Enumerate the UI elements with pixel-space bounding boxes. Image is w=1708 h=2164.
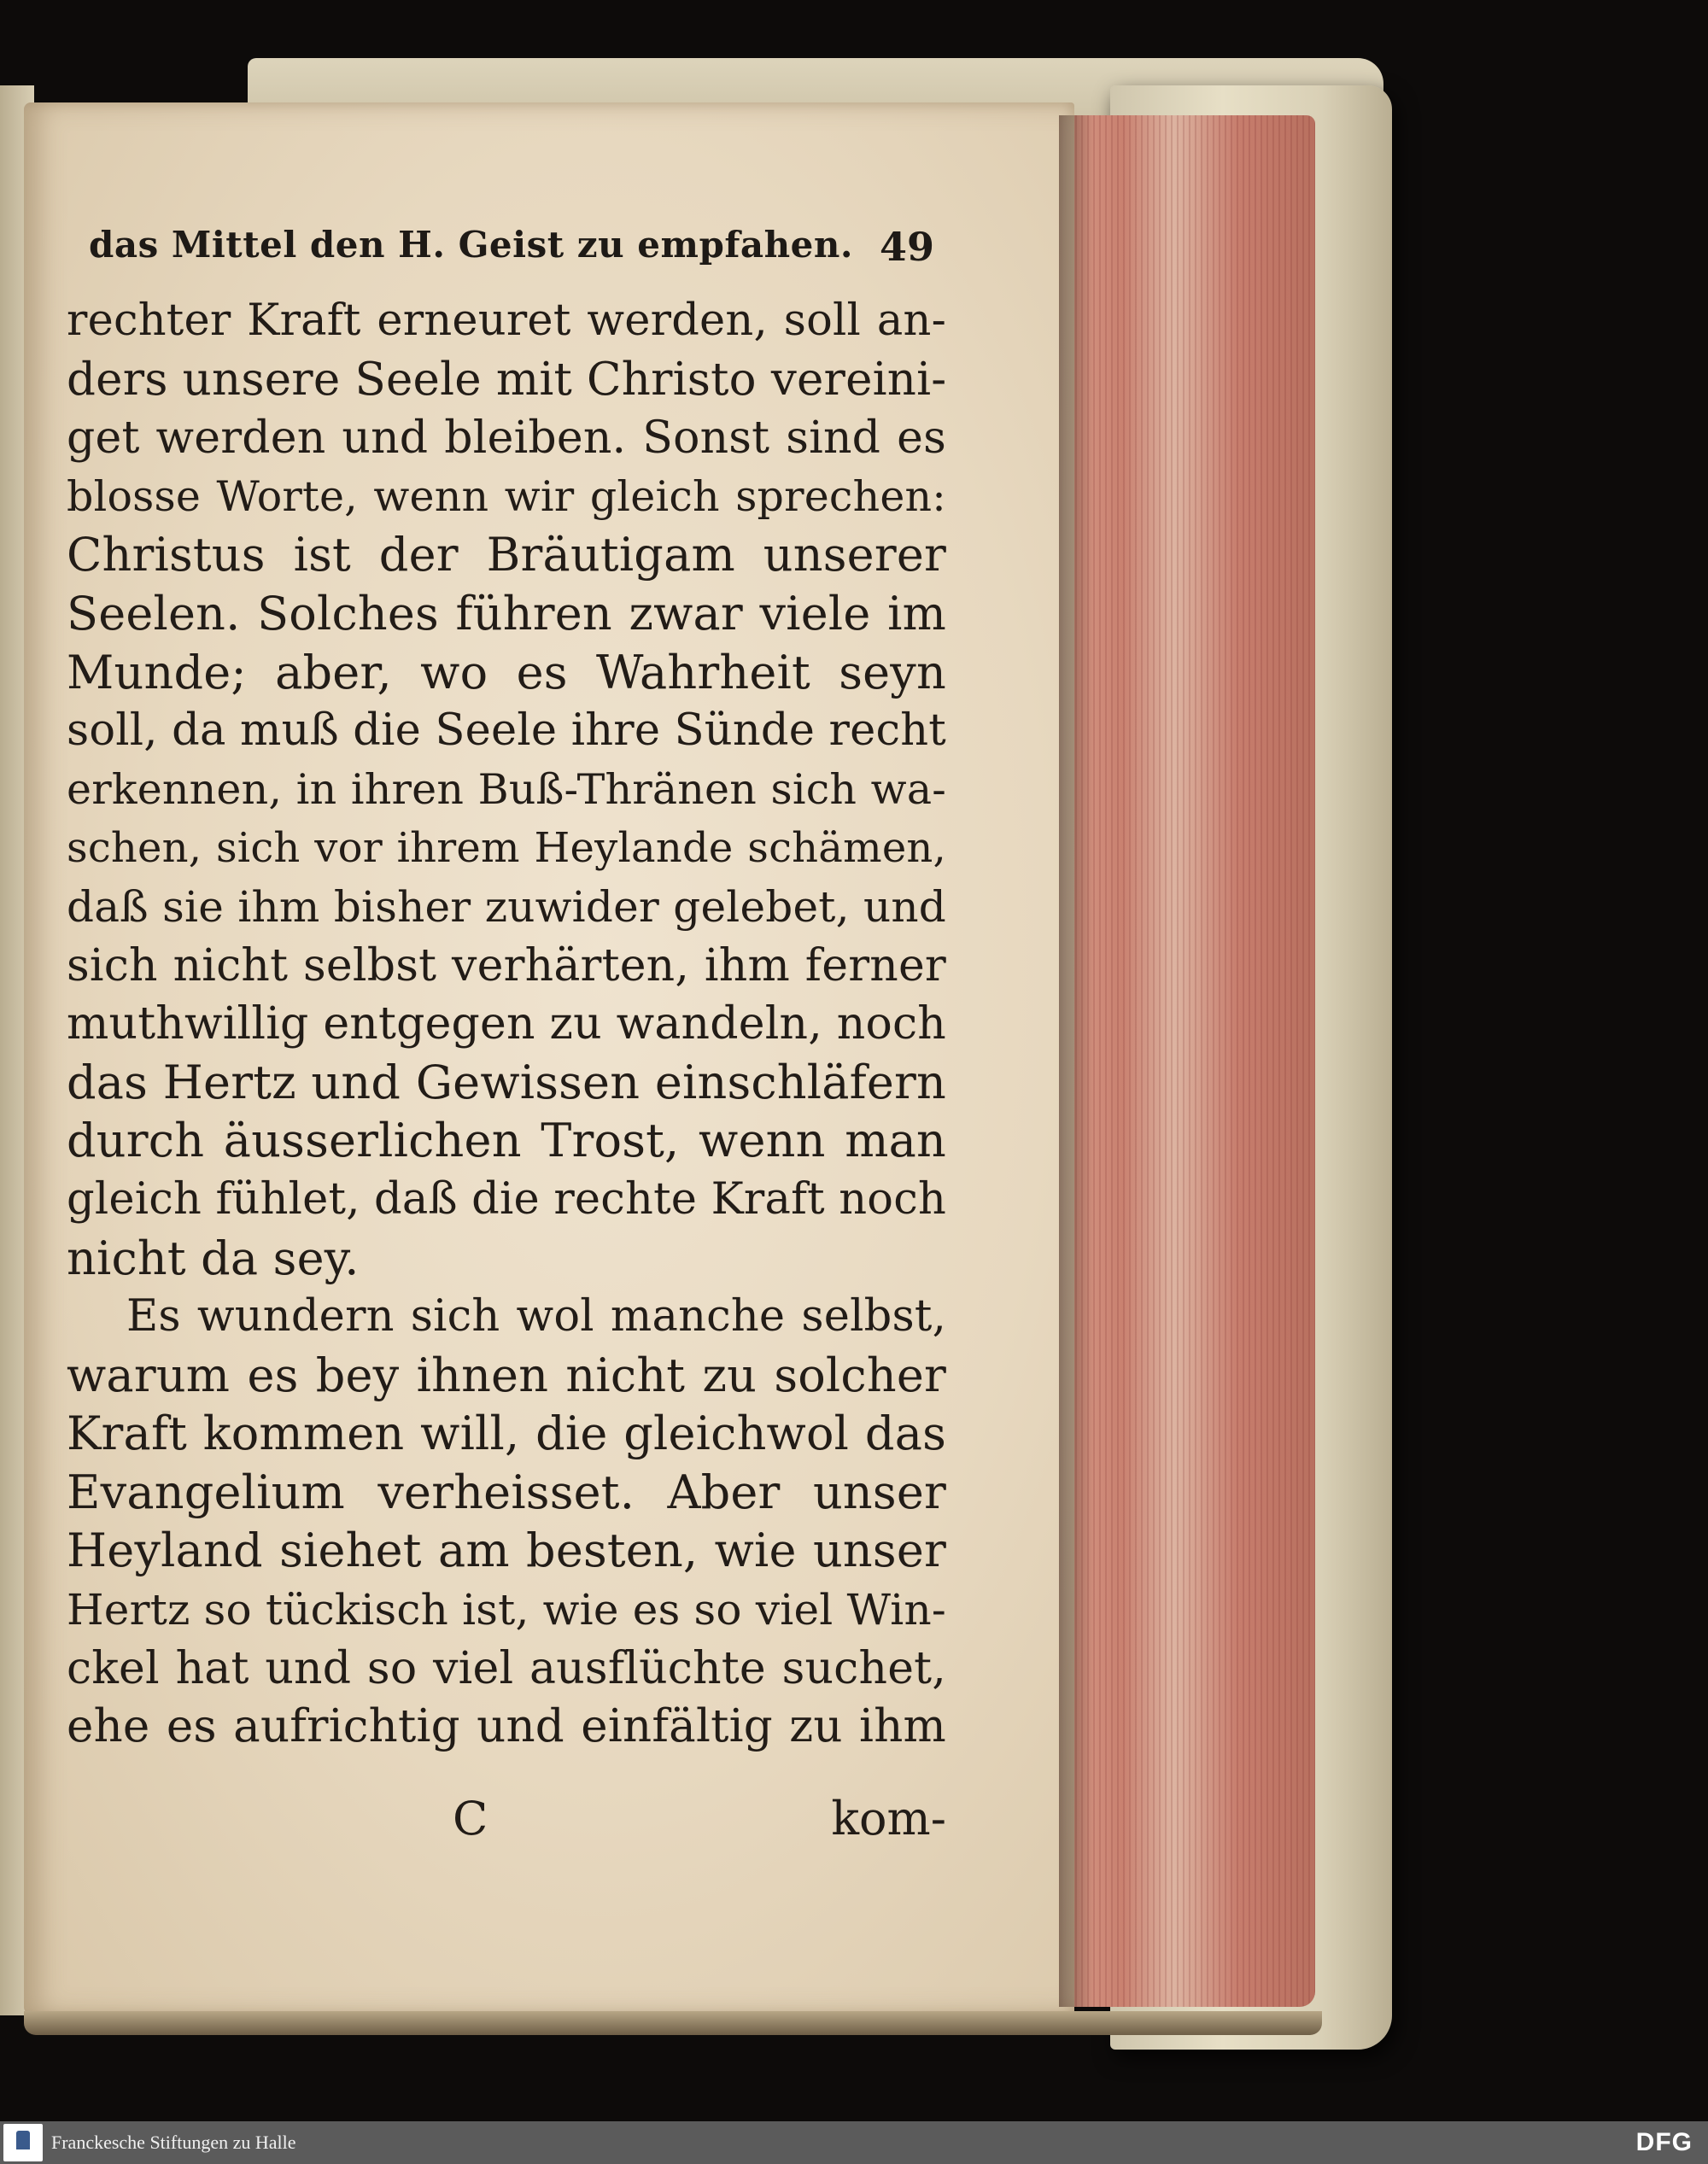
text-line: daß sie ihm bisher zuwider gelebet, und: [67, 881, 946, 932]
text-line: gleich fühlet, daß die rechte Kraft noch: [67, 1173, 947, 1225]
dfg-logo: DFG: [1635, 2128, 1693, 2156]
text-line-paragraph-start: Es wundern sich wol manche selbst,: [126, 1291, 946, 1342]
text-line: Kraft kommen will, die gleichwol das: [67, 1407, 946, 1461]
footer-bar: [0, 2121, 1708, 2164]
text-line: Heyland siehet am besten, wie unser: [67, 1524, 946, 1578]
text-line: warum es bey ihnen nicht zu solcher: [67, 1348, 946, 1402]
text-line: sich nicht selbst verhärten, ihm ferner: [67, 939, 946, 991]
catchword: kom-: [831, 1792, 946, 1845]
text-line: get werden und bleiben. Sonst sind es: [67, 412, 946, 465]
catchline: [67, 1792, 946, 1851]
text-line: ckel hat und so viel ausflüchte suchet,: [67, 1642, 946, 1694]
text-line: das Hertz und Gewissen einschläfern: [67, 1055, 946, 1109]
text-line: rechter Kraft erneuret werden, soll an-: [67, 295, 946, 346]
text-line: Evangelium verheisset. Aber unser: [67, 1465, 946, 1519]
text-line-paragraph-end: nicht da sey.: [67, 1231, 360, 1285]
gutter-shadow: [1059, 115, 1093, 2007]
text-line: soll, da muß die Seele ihre Sünde recht: [67, 705, 946, 757]
red-sprinkled-fore-edge: [1059, 115, 1315, 2007]
running-head: [89, 224, 934, 284]
signature-mark: C: [453, 1792, 488, 1845]
institution-logo-icon: [3, 2124, 43, 2161]
text-line: Munde; aber, wo es Wahrheit seyn: [67, 645, 946, 699]
text-line: erkennen, in ihren Buß-Thränen sich wa-: [67, 764, 946, 814]
text-line: Seelen. Solches führen zwar viele im: [67, 586, 946, 640]
text-line: schen, sich vor ihrem Heylande schämen,: [67, 824, 946, 873]
text-line: ehe es aufrichtig und einfältig zu ihm: [67, 1700, 946, 1753]
page-bottom-edge: [24, 2011, 1322, 2035]
body-text: [67, 292, 946, 1757]
text-line: ders unsere Seele mit Christo vereini-: [67, 353, 947, 406]
text-line: muthwillig entgegen zu wandeln, noch: [67, 998, 946, 1050]
running-head-title: das Mittel den H. Geist zu empfahen.: [89, 224, 854, 266]
page-number: 49: [879, 224, 934, 270]
text-line: Hertz so tückisch ist, wie es so viel Win-: [67, 1585, 946, 1635]
text-line: blosse Worte, wenn wir gleich sprechen:: [67, 471, 946, 521]
text-line: durch äusserlichen Trost, wenn man: [67, 1114, 946, 1168]
text-line: Christus ist der Bräutigam unserer: [67, 528, 946, 582]
footer-institution: Franckesche Stiftungen zu Halle: [51, 2132, 296, 2153]
